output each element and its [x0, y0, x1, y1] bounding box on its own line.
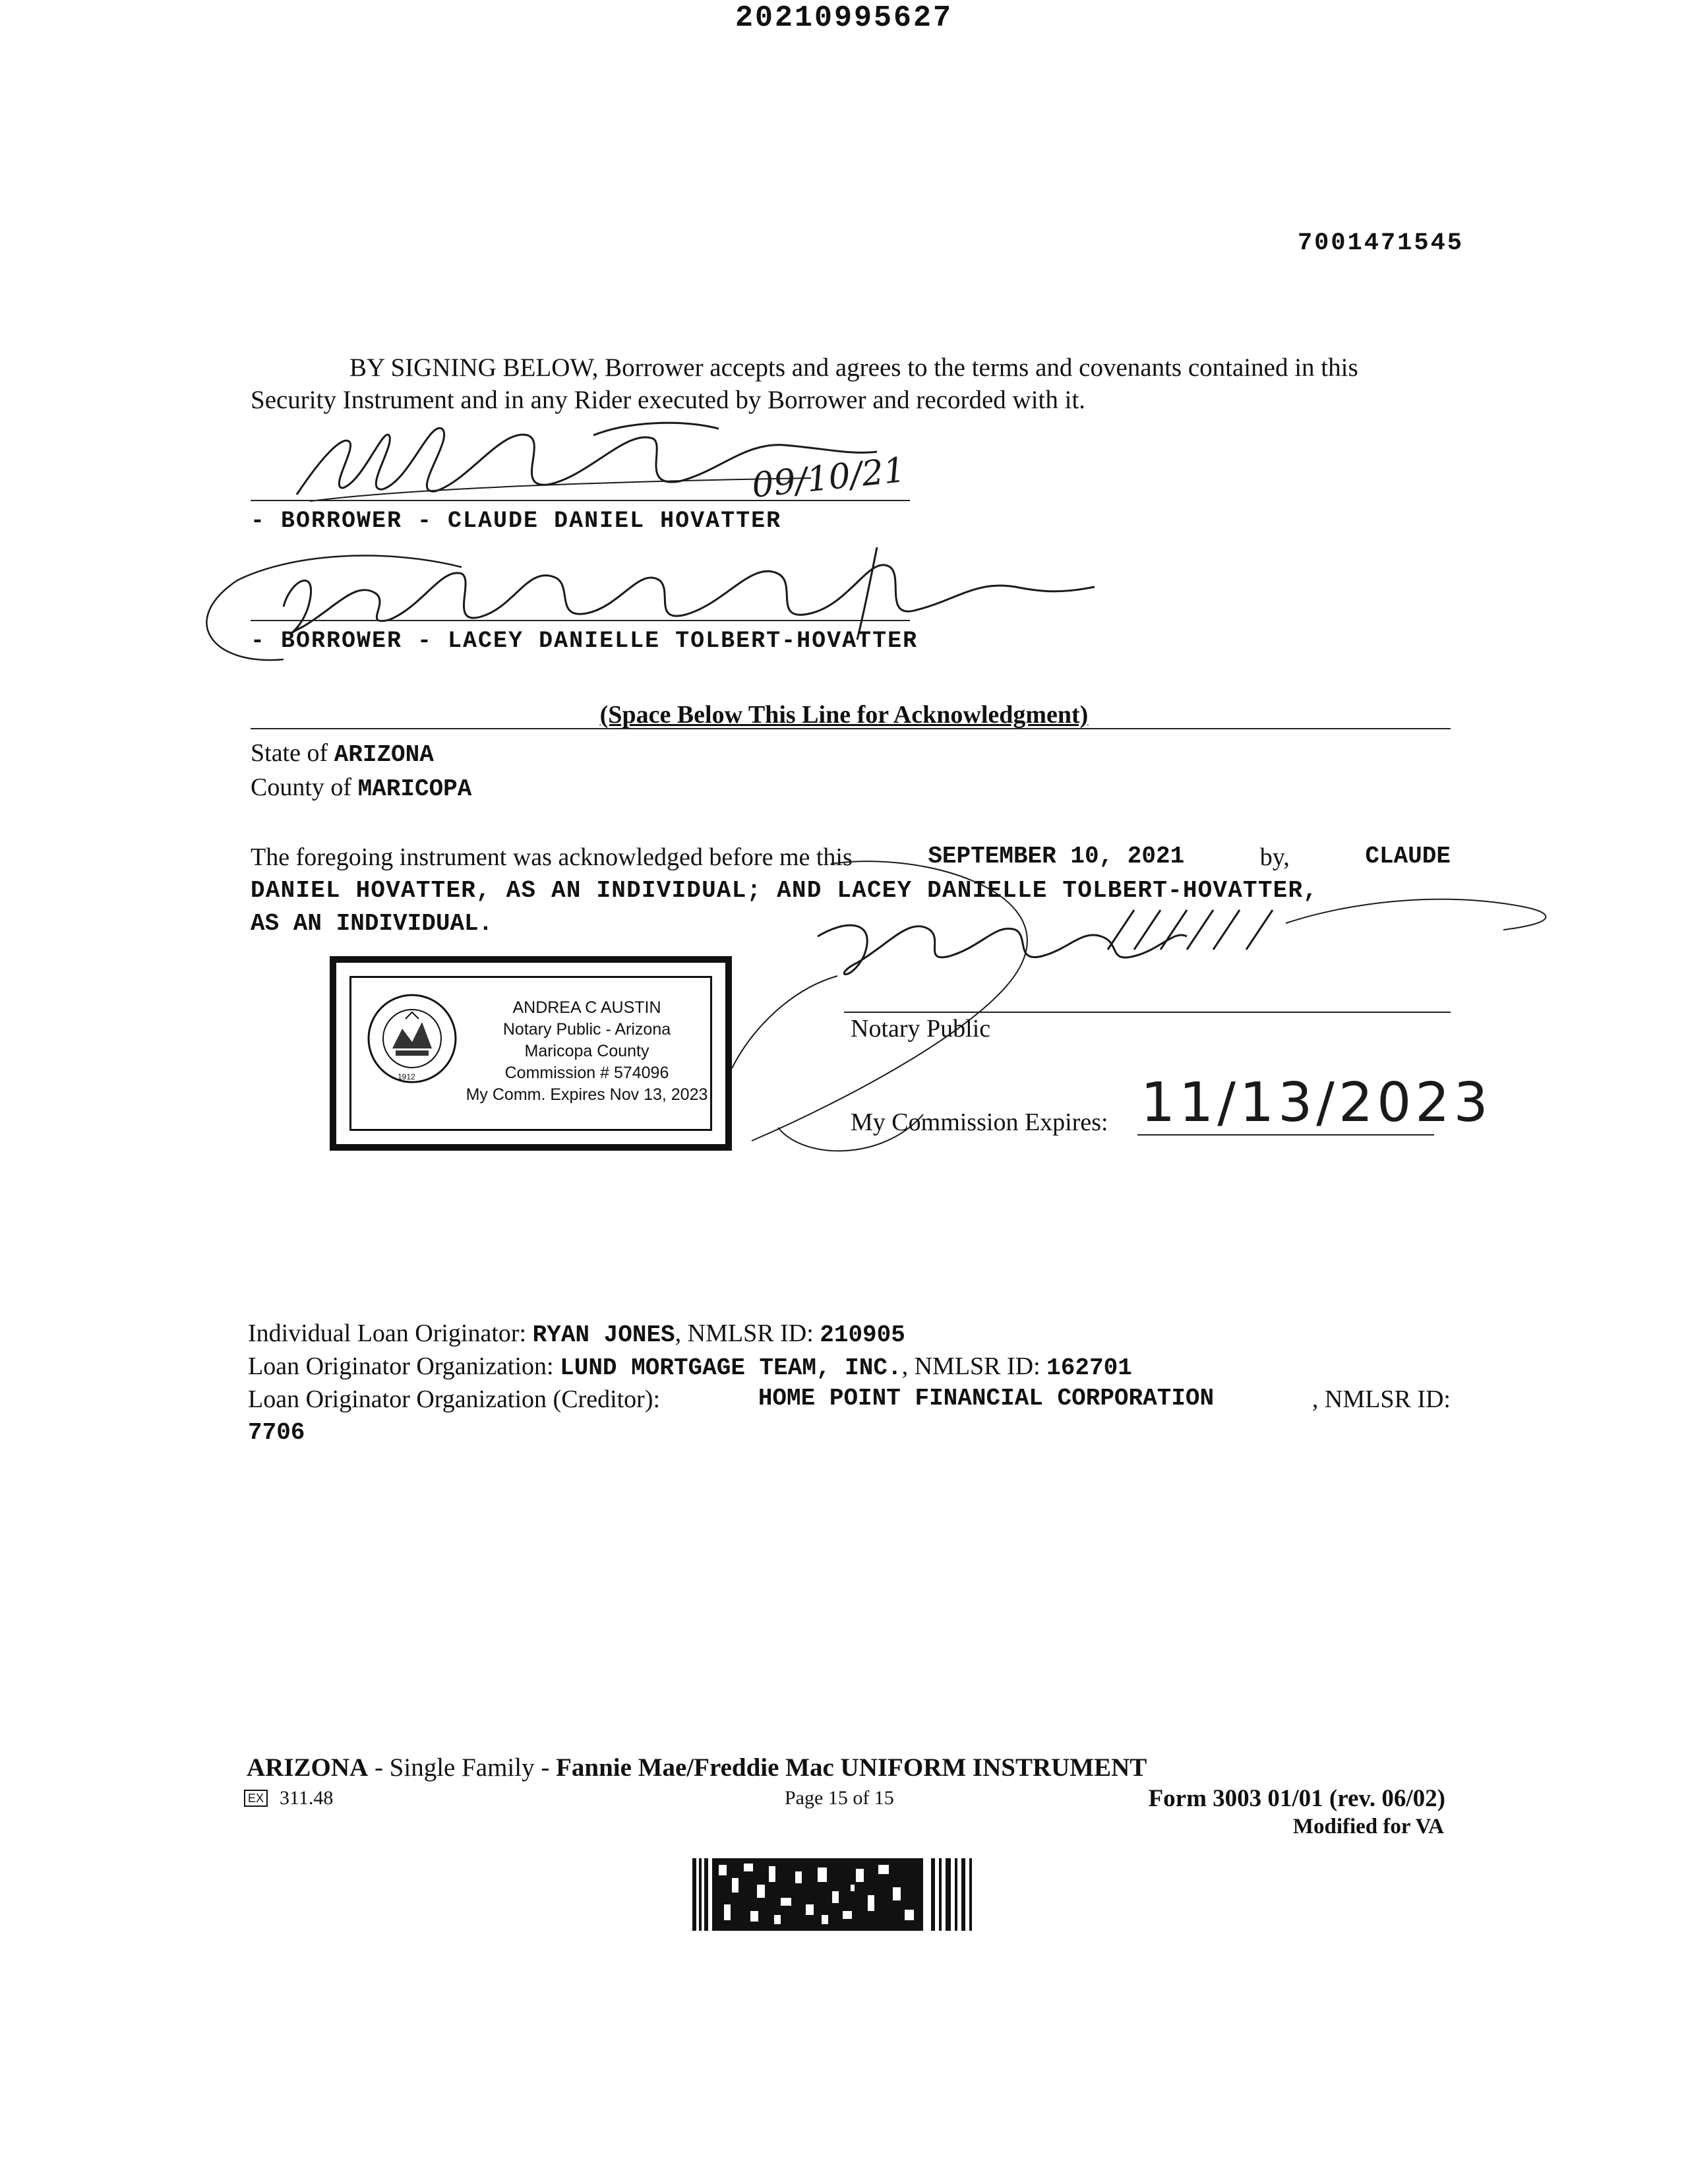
state-line: [251, 739, 434, 768]
acknowledgment-heading: (Space Below This Line for Acknowledgment): [599, 701, 1089, 729]
commission-expires-date: 11/13/2023: [1141, 1072, 1492, 1134]
loan-number: 7001471545: [1297, 229, 1464, 257]
acknowledgment-prefix: The foregoing instrument was acknowledged before me this: [251, 843, 853, 871]
acknowledgment-date: SEPTEMBER 10, 2021: [928, 843, 1185, 870]
individual-originator-nmls-label: , NMLSR ID:: [675, 1320, 814, 1347]
acknowledgment-by: by,: [1259, 843, 1290, 871]
originator-organization-nmls-label: , NMLSR ID:: [901, 1352, 1040, 1380]
signing-statement-line1: BY SIGNING BELOW, Borrower accepts and agrees to the terms and covenants contained in this: [349, 353, 1358, 382]
form-code: 311.48: [280, 1787, 334, 1809]
commission-expires-label: My Commission Expires:: [851, 1108, 1108, 1136]
footer-code-line: [244, 1787, 333, 1809]
footer-title: [247, 1753, 1147, 1782]
creditor-nmls-label: , NMLSR ID:: [1311, 1385, 1451, 1413]
individual-originator-line: [248, 1319, 905, 1349]
form-number: Form 3003 01/01 (rev. 06/02): [1148, 1785, 1445, 1812]
notary-stamp-name: ANDREA C AUSTIN: [512, 998, 661, 1017]
originator-organization-label: Loan Originator Organization:: [248, 1352, 554, 1380]
notary-stamp-expires: My Comm. Expires Nov 13, 2023: [466, 1085, 708, 1104]
notary-stamp-commission: Commission # 574096: [504, 1064, 669, 1082]
acknowledgment-line3: AS AN INDIVIDUAL.: [251, 910, 493, 937]
borrower-1-label: - BORROWER - CLAUDE DANIEL HOVATTER: [251, 508, 782, 534]
footer-instrument: Fannie Mae/Freddie Mac UNIFORM INSTRUMENT: [556, 1753, 1147, 1782]
modified-for-va: Modified for VA: [1292, 1815, 1444, 1838]
footer-state: ARIZONA: [247, 1753, 369, 1782]
state-seal-year: 1912: [398, 1072, 415, 1081]
signing-statement-line2: Security Instrument and in any Rider executed by Borrower and recorded with it.: [251, 386, 1086, 414]
borrower-1-signature-line: [251, 500, 910, 501]
originator-organization-nmls: 162701: [1046, 1354, 1132, 1381]
notary-signature-line: [844, 1012, 1451, 1013]
county-line: [251, 773, 471, 803]
commission-expires-line: [1137, 1134, 1434, 1136]
barcode: [692, 1858, 996, 1931]
acknowledgment-line1-end: CLAUDE: [1365, 843, 1451, 870]
individual-originator-nmls: 210905: [820, 1321, 905, 1349]
creditor-name: HOME POINT FINANCIAL CORPORATION: [758, 1385, 1215, 1412]
footer-middle: - Single Family -: [368, 1753, 557, 1782]
county-label: County of: [251, 774, 352, 801]
state-value: ARIZONA: [334, 741, 434, 768]
individual-originator-label: Individual Loan Originator:: [248, 1320, 527, 1347]
borrower-2-signature-line: [251, 620, 910, 621]
borrower-1-signature-date: 09/10/21: [750, 450, 908, 506]
individual-originator-name: RYAN JONES: [532, 1321, 675, 1349]
county-value: MARICOPA: [357, 775, 472, 803]
originator-organization-line: [248, 1352, 1132, 1381]
state-label: State of: [251, 739, 328, 767]
notary-stamp-county: Maricopa County: [524, 1042, 649, 1060]
document-number: 20210995627: [735, 1, 953, 35]
acknowledgment-line2: DANIEL HOVATTER, AS AN INDIVIDUAL; AND LACEY DANIELLE TOLBERT-HOVATTER,: [251, 877, 1319, 904]
creditor-label: Loan Originator Organization (Creditor):: [248, 1385, 661, 1413]
originator-organization-name: LUND MORTGAGE TEAM, INC.: [560, 1354, 902, 1381]
notary-public-label: Notary Public: [851, 1015, 991, 1043]
creditor-nmls: 7706: [248, 1419, 305, 1446]
form-code-icon: EX: [244, 1790, 268, 1807]
page-number: Page 15 of 15: [785, 1787, 894, 1809]
creditor-line: [248, 1385, 1451, 1414]
borrower-2-label: - BORROWER - LACEY DANIELLE TOLBERT-HOVATTER: [251, 628, 919, 654]
state-seal-icon: [366, 992, 458, 1085]
notary-stamp-title: Notary Public - Arizona: [502, 1020, 671, 1039]
